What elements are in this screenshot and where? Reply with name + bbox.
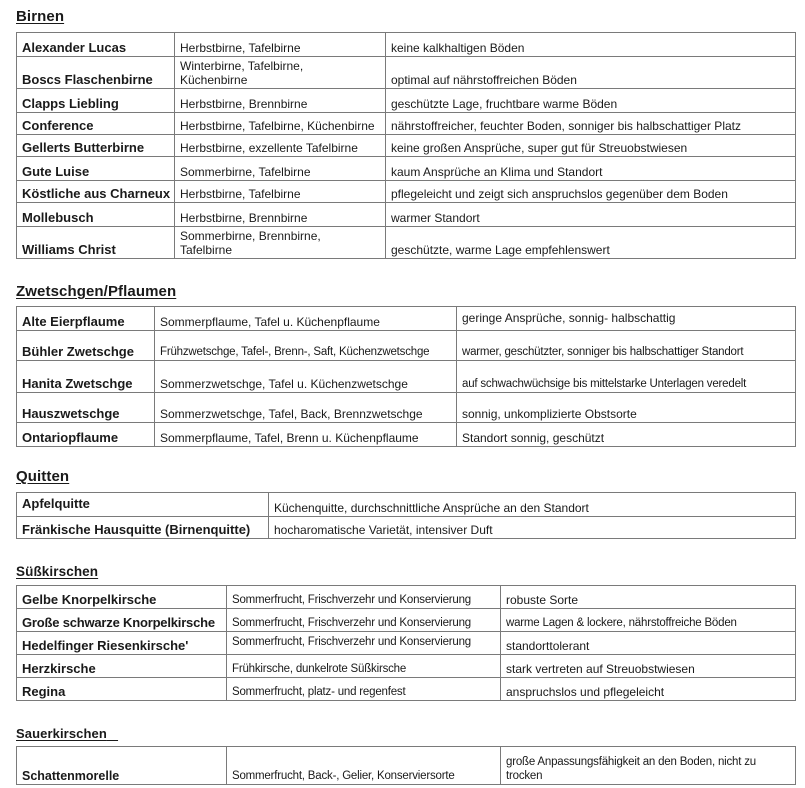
variety-type: Sommerfrucht, Back-, Gelier, Konserviersorte (227, 747, 501, 785)
variety-notes: geschützte Lage, fruchtbare warme Böden (386, 89, 796, 113)
variety-name: Clapps Liebling (17, 89, 175, 113)
table-row (17, 632, 796, 655)
variety-type: Sommerfrucht, Frischverzehr und Konservierung (227, 632, 501, 655)
variety-name: Große schwarze Knorpelkirsche (17, 609, 227, 632)
variety-name: Bühler Zwetschge (17, 331, 155, 361)
variety-type: Sommerbirne, Brennbirne, Tafelbirne (175, 227, 386, 259)
variety-type: Sommerpflaume, Tafel u. Küchenpflaume (155, 307, 457, 331)
section-heading-quitten: Quitten (16, 468, 70, 485)
variety-notes: pflegeleicht und zeigt sich anspruchslos gegenüber dem Boden (386, 181, 796, 203)
variety-name: Fränkische Hausquitte (Birnenquitte) (17, 517, 269, 539)
quitten-table (16, 492, 796, 539)
table-row (17, 747, 796, 785)
variety-type: Frühzwetschge, Tafel-, Brenn-, Saft, Küchenzwetschge (155, 331, 457, 361)
section-heading-suesskirschen: Süßkirschen (16, 564, 99, 579)
variety-notes: warme Lagen & lockere, nährstoffreiche Böden (501, 609, 796, 632)
variety-notes: stark vertreten auf Streuobstwiesen (501, 655, 796, 678)
variety-name: Gelbe Knorpelkirsche (17, 586, 227, 609)
variety-notes: geringe Ansprüche, sonnig- halbschattig (457, 307, 796, 331)
variety-name: Mollebusch (17, 203, 175, 227)
variety-name: Apfelquitte (17, 493, 269, 517)
variety-name: Conference (17, 113, 175, 135)
table-row (17, 423, 796, 447)
table-row (17, 331, 796, 361)
table-row (17, 181, 796, 203)
variety-notes: hocharomatische Varietät, intensiver Duft (269, 517, 796, 539)
variety-type: Sommerfrucht, platz- und regenfest (227, 678, 501, 701)
variety-type: Herbstbirne, Brennbirne (175, 203, 386, 227)
variety-type: Sommerzwetschge, Tafel u. Küchenzwetschge (155, 361, 457, 393)
variety-type: Sommerzwetschge, Tafel, Back, Brennzwetschge (155, 393, 457, 423)
variety-name: Ontariopflaume (17, 423, 155, 447)
variety-name: Williams Christ (17, 227, 175, 259)
variety-notes: sonnig, unkomplizierte Obstsorte (457, 393, 796, 423)
variety-type: Herbstbirne, exzellente Tafelbirne (175, 135, 386, 157)
section-heading-zwetschgen: Zwetschgen/Pflaumen (16, 283, 177, 300)
variety-notes: keine großen Ansprüche, super gut für Streuobstwiesen (386, 135, 796, 157)
variety-name: Hauszwetschge (17, 393, 155, 423)
variety-notes: große Anpassungsfähigkeit an den Boden, nicht zu trocken (501, 747, 796, 785)
variety-name: Boscs Flaschenbirne (17, 57, 175, 89)
table-row (17, 517, 796, 539)
variety-name: Hanita Zwetschge (17, 361, 155, 393)
sauerkirschen-table (16, 746, 796, 785)
variety-notes: warmer Standort (386, 203, 796, 227)
table-row (17, 586, 796, 609)
variety-notes: robuste Sorte (501, 586, 796, 609)
variety-notes: kaum Ansprüche an Klima und Standort (386, 157, 796, 181)
table-row (17, 203, 796, 227)
birnen-table (16, 32, 796, 259)
variety-type: Sommerfrucht, Frischverzehr und Konservierung (227, 609, 501, 632)
variety-notes: optimal auf nährstoffreichen Böden (386, 57, 796, 89)
table-row (17, 227, 796, 259)
table-row (17, 609, 796, 632)
table-row (17, 57, 796, 89)
variety-notes: auf schwachwüchsige bis mittelstarke Unterlagen veredelt (457, 361, 796, 393)
variety-notes: anspruchslos und pflegeleicht (501, 678, 796, 701)
variety-type: Sommerfrucht, Frischverzehr und Konservierung (227, 586, 501, 609)
variety-type: Herbstbirne, Tafelbirne (175, 181, 386, 203)
variety-name: Gute Luise (17, 157, 175, 181)
table-row (17, 135, 796, 157)
variety-notes: standorttolerant (501, 632, 796, 655)
variety-notes: geschützte, warme Lage empfehlenswert (386, 227, 796, 259)
variety-name: Gellerts Butterbirne (17, 135, 175, 157)
variety-notes: nährstoffreicher, feuchter Boden, sonniger bis halbschattiger Platz (386, 113, 796, 135)
table-row (17, 157, 796, 181)
variety-name: Alexander Lucas (17, 33, 175, 57)
variety-type: Frühkirsche, dunkelrote Süßkirsche (227, 655, 501, 678)
zwetschgen-table (16, 306, 796, 447)
variety-type: Herbstbirne, Tafelbirne, Küchenbirne (175, 113, 386, 135)
variety-name: Schattenmorelle (17, 747, 227, 785)
table-row (17, 113, 796, 135)
variety-notes: Standort sonnig, geschützt (457, 423, 796, 447)
table-row (17, 493, 796, 517)
variety-type: Herbstbirne, Tafelbirne (175, 33, 386, 57)
variety-name: Regina (17, 678, 227, 701)
variety-name: Köstliche aus Charneux (17, 181, 175, 203)
table-row (17, 393, 796, 423)
variety-name: Herzkirsche (17, 655, 227, 678)
variety-type: Winterbirne, Tafelbirne, Küchenbirne (175, 57, 386, 89)
table-row (17, 678, 796, 701)
table-row (17, 89, 796, 113)
variety-type: Sommerbirne, Tafelbirne (175, 157, 386, 181)
table-row (17, 33, 796, 57)
table-row (17, 655, 796, 678)
variety-name: Hedelfinger Riesenkirsche' (17, 632, 227, 655)
table-row (17, 361, 796, 393)
section-heading-birnen: Birnen (16, 8, 65, 25)
variety-type: Herbstbirne, Brennbirne (175, 89, 386, 113)
section-heading-sauerkirschen-text: Sauerkirschen (16, 726, 107, 741)
variety-name: Alte Eierpflaume (17, 307, 155, 331)
suesskirschen-table (16, 585, 796, 701)
variety-type: Sommerpflaume, Tafel, Brenn u. Küchenpflaume (155, 423, 457, 447)
variety-notes: warmer, geschützter, sonniger bis halbschattiger Standort (457, 331, 796, 361)
variety-notes: Küchenquitte, durchschnittliche Ansprüche an den Standort (269, 493, 796, 517)
variety-notes: keine kalkhaltigen Böden (386, 33, 796, 57)
section-heading-sauerkirschen (16, 726, 118, 741)
table-row (17, 307, 796, 331)
